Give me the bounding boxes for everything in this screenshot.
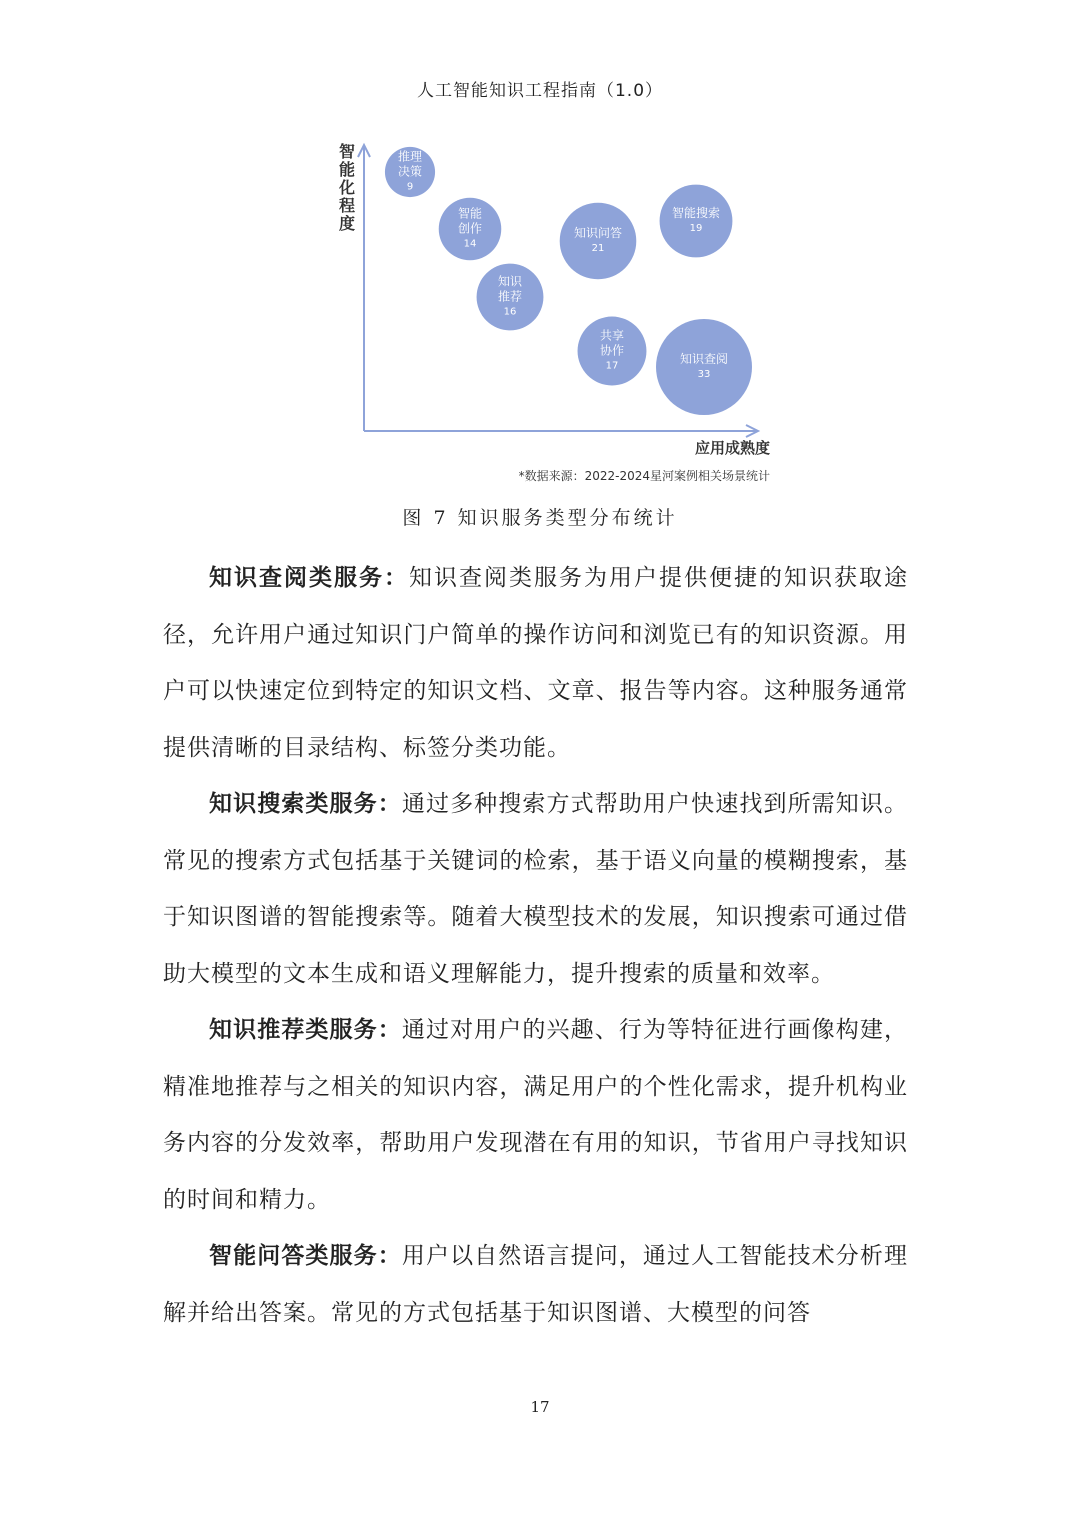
bubble-value: 21: [591, 243, 605, 254]
bubble-chart-figure: [330, 135, 770, 495]
bubble-label: [659, 352, 749, 382]
bubble-label-text: 推荐: [497, 289, 522, 304]
section-lead: 知识搜索类服务：: [209, 791, 402, 817]
section-paragraph: [163, 776, 908, 1002]
section-paragraph: [163, 1228, 908, 1341]
section-lead: 知识查阅类服务：: [209, 565, 409, 591]
section-text: 通过多种搜索方式帮助用户快速找到所需知识。常见的搜索方式包括基于关键词的检索，基于语义向量的模糊搜索，基于知识图谱的智能搜索等。随着大模型技术的发展，知识搜索可通过借助大模型的文本生成和语义理解能力，提升搜索的质量和效率。: [163, 791, 909, 987]
section-lead: 智能问答类服务：: [209, 1243, 402, 1269]
running-header: 人工智能知识工程指南（1.0）: [416, 81, 664, 101]
bubble-label-text: 知识: [497, 274, 522, 289]
page-number: 17: [530, 1398, 550, 1416]
body-text: [163, 550, 908, 1341]
y-axis-label: 智能化程度: [338, 142, 355, 233]
bubble-label-text: 知识问答: [573, 226, 622, 240]
bubble-label-text: 智能: [457, 206, 482, 221]
bubble-label-text: 创作: [457, 221, 482, 236]
section-text: 知识查阅类服务为用户提供便捷的知识获取途径，允许用户通过知识门户简单的操作访问和浏览已有的知识资源。用户可以快速定位到特定的知识文档、文章、报告等内容。这种服务通常提供清晰的目录结构、标签分类功能。: [163, 565, 908, 761]
bubble-label-text: 决策: [397, 164, 422, 179]
figure-caption: 图 7 知识服务类型分布统计: [402, 507, 678, 529]
bubble-label-text: 共享: [599, 328, 624, 343]
bubble-label: [651, 206, 741, 236]
section-paragraph: [163, 550, 908, 776]
bubble-value: 9: [406, 181, 414, 193]
section-text: 用户以自然语言提问，通过人工智能技术分析理解并给出答案。常见的方式包括基于知识图谱、大模型的问答: [163, 1243, 909, 1326]
bubble-label-text: 智能搜索: [671, 206, 720, 220]
bubble-value: 19: [689, 223, 703, 234]
section-paragraph: [163, 1002, 908, 1228]
bubble-value: 16: [503, 306, 517, 318]
x-axis-label: 应用成熟度: [694, 439, 770, 457]
bubble-label: [567, 329, 657, 374]
bubble-label-text: 协作: [599, 343, 624, 358]
bubble-label: [425, 207, 515, 252]
section-lead: 知识推荐类服务：: [209, 1017, 402, 1043]
bubble-value: 33: [697, 369, 711, 380]
bubble-label: [365, 150, 455, 195]
bubble-value: 14: [463, 238, 477, 250]
section-text: 通过对用户的兴趣、行为等特征进行画像构建，精准地推荐与之相关的知识内容，满足用户的个性化需求，提升机构业务内容的分发效率，帮助用户发现潜在有用的知识，节省用户寻找知识的时间和精力。: [163, 1017, 909, 1213]
source-note: *数据来源：2022-2024星河案例相关场景统计: [518, 469, 770, 483]
bubble-label-text: 推理: [397, 149, 422, 164]
bubble-label: [553, 226, 643, 256]
bubble-label-text: 知识查阅: [679, 352, 728, 366]
bubble-value: 17: [605, 360, 619, 372]
bubble-label: [465, 275, 555, 320]
